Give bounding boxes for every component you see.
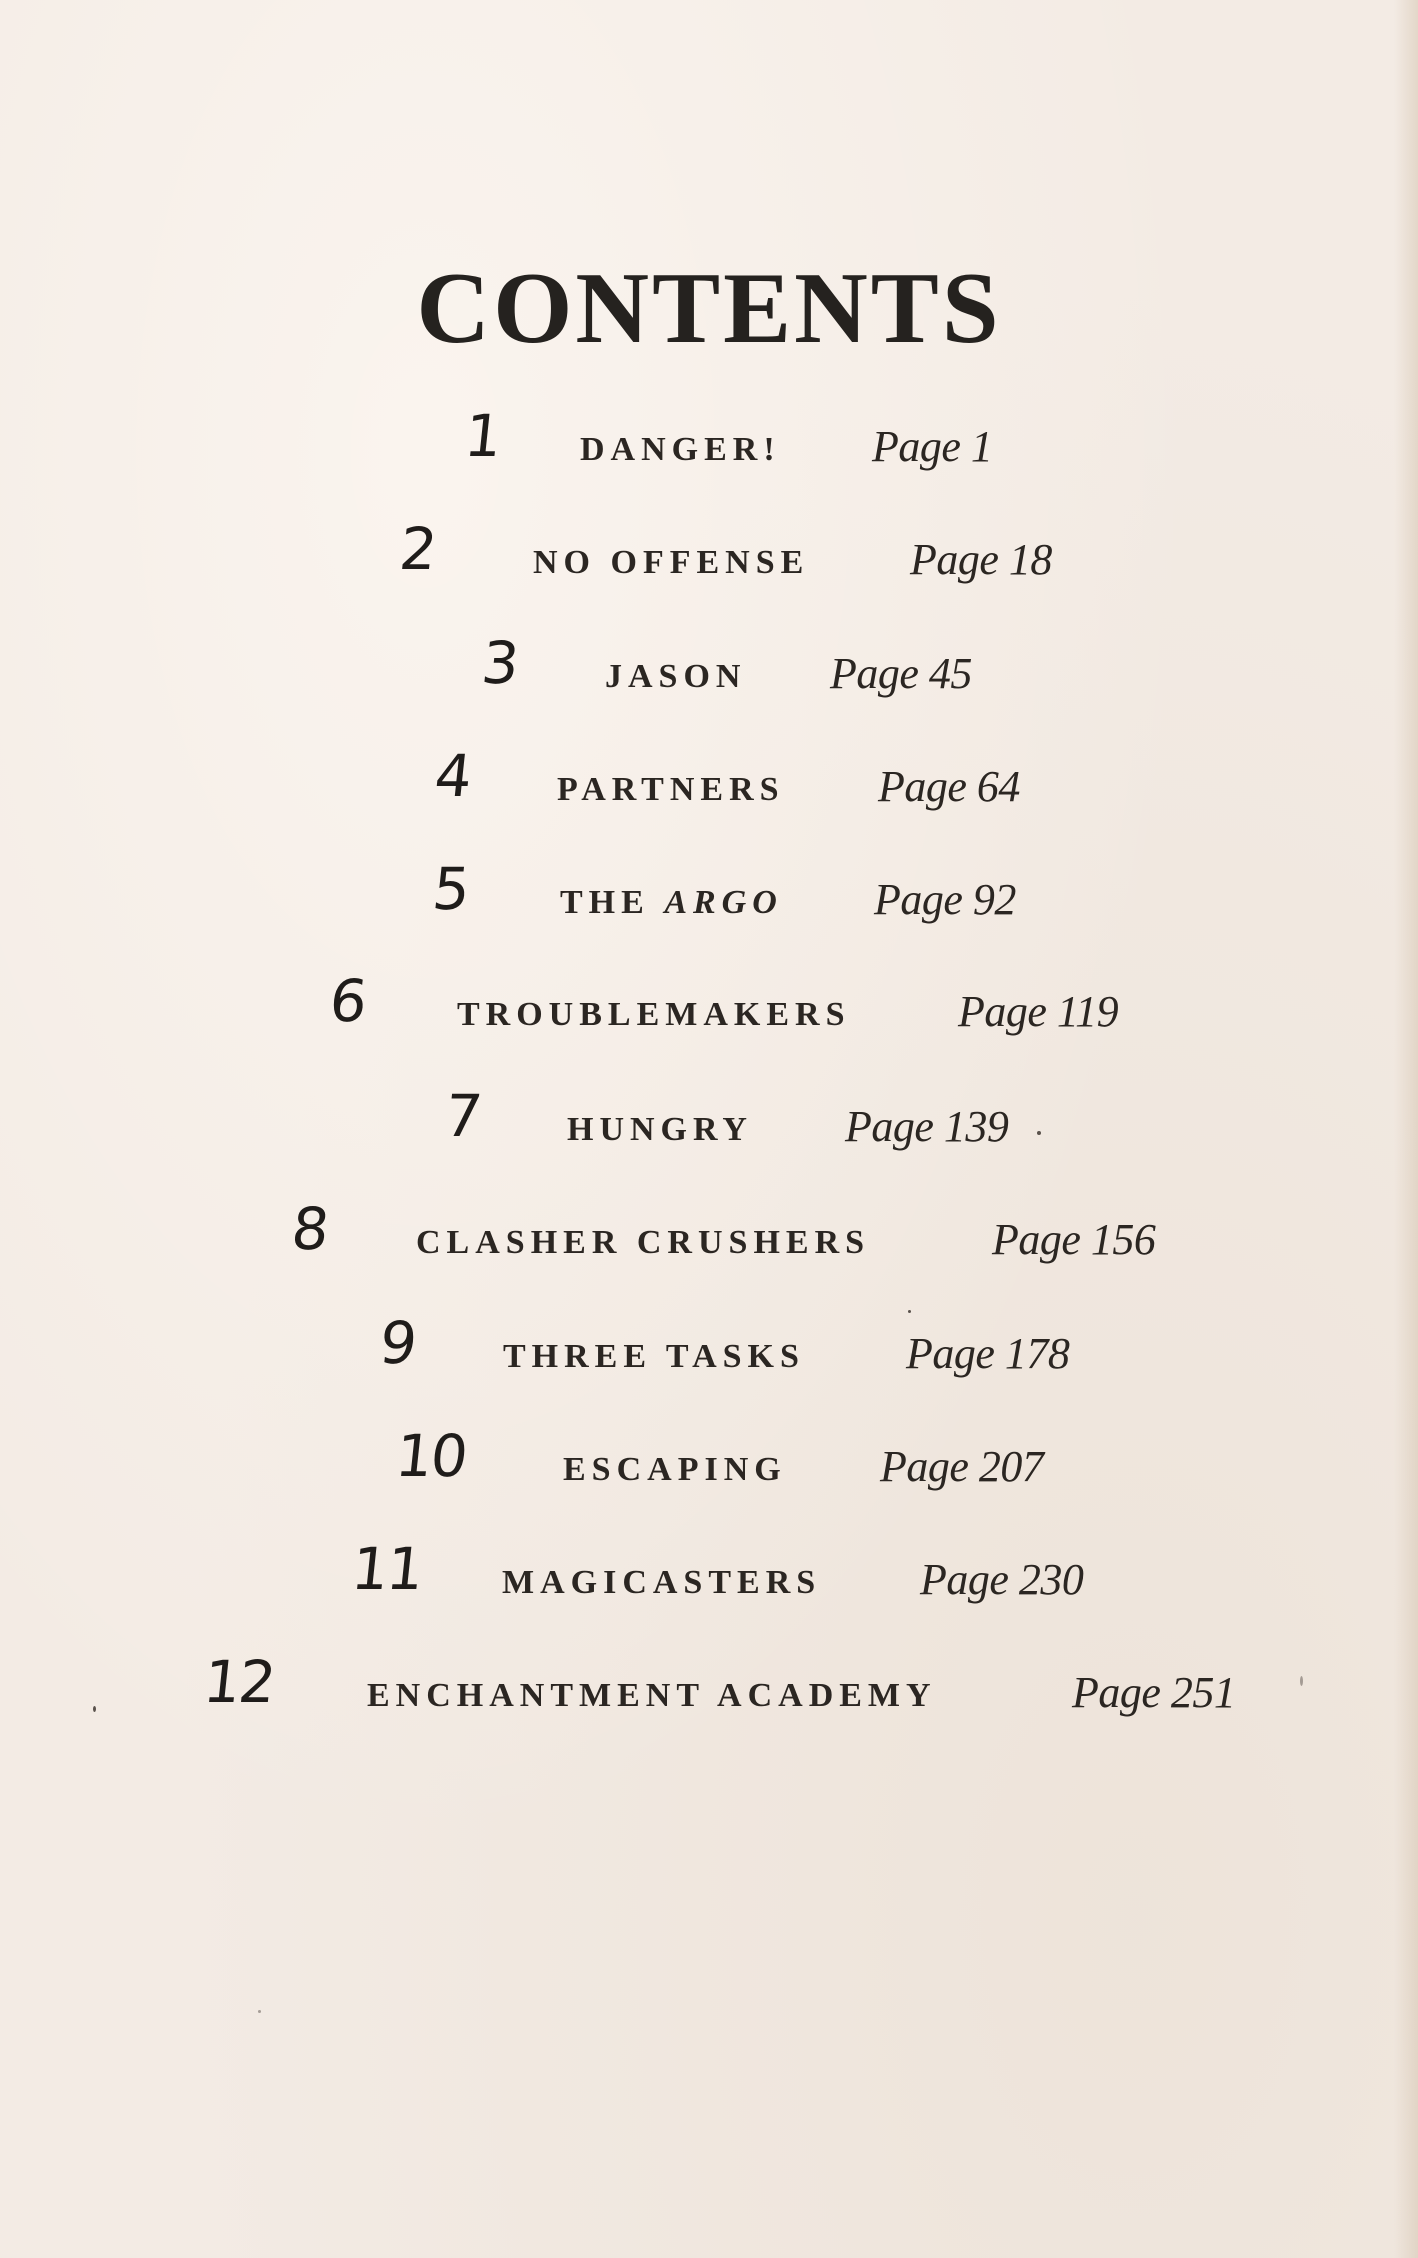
chapter-number: 9 [376, 1309, 419, 1377]
page-reference: Page 207 [880, 1442, 1044, 1491]
chapter-title: ESCAPING [563, 1451, 787, 1488]
toc-entry [0, 1309, 1418, 1382]
chapter-number: 11 [348, 1535, 426, 1603]
page-reference: Page 18 [910, 535, 1052, 584]
page-reference: Page 178 [906, 1329, 1070, 1378]
chapter-number: 3 [478, 629, 521, 697]
page-reference: Page 45 [830, 649, 972, 698]
toc-entry [0, 855, 1418, 928]
chapter-title: HUNGRY [567, 1111, 753, 1148]
page-reference: Page 119 [958, 987, 1119, 1036]
chapter-number: 7 [441, 1082, 484, 1150]
chapter-title: PARTNERS [557, 771, 785, 808]
page-reference: Page 92 [874, 875, 1016, 924]
page-reference: Page 139 [845, 1102, 1009, 1151]
page-reference: Page 230 [920, 1555, 1084, 1604]
toc-entry [0, 402, 1418, 475]
chapter-number: 12 [200, 1648, 278, 1716]
chapter-number: 2 [396, 515, 439, 583]
toc-entry [0, 967, 1418, 1040]
toc-entry [0, 1422, 1418, 1495]
page-reference: Page 64 [878, 762, 1020, 811]
toc-entry [0, 629, 1418, 702]
toc-entry [0, 742, 1418, 815]
paper-speck [93, 1706, 96, 1712]
chapter-title: NO OFFENSE [533, 544, 810, 581]
page-reference: Page 251 [1072, 1668, 1236, 1717]
chapter-number: 4 [431, 742, 474, 810]
chapter-number: 8 [288, 1195, 331, 1263]
chapter-title: THREE TASKS [503, 1338, 805, 1375]
paper-speck [1037, 1131, 1041, 1135]
chapter-title: DANGER! [580, 431, 781, 468]
toc-entry [0, 1535, 1418, 1608]
paper-speck [258, 2010, 261, 2013]
chapter-title-prefix: THE [560, 884, 650, 921]
toc-entry [0, 1648, 1418, 1721]
toc-entry [0, 515, 1418, 588]
chapter-title: MAGICASTERS [502, 1564, 822, 1601]
chapter-title: JASON [605, 658, 747, 695]
paper-speck [1300, 1676, 1303, 1686]
chapter-number: 10 [392, 1422, 470, 1490]
page-reference: Page 1 [872, 422, 993, 471]
chapter-number: 5 [429, 855, 472, 923]
contents-title: CONTENTS [416, 252, 1002, 365]
chapter-title: ENCHANTMENT ACADEMY [367, 1677, 937, 1714]
chapter-title: TROUBLEMAKERS [457, 996, 851, 1033]
toc-entry [0, 1195, 1418, 1268]
chapter-number: 1 [461, 402, 504, 470]
chapter-number: 6 [326, 967, 369, 1035]
toc-entry [0, 1082, 1418, 1155]
chapter-title: CLASHER CRUSHERS [416, 1224, 871, 1261]
chapter-title [560, 886, 783, 920]
paper-speck [908, 1310, 911, 1313]
page-reference: Page 156 [992, 1215, 1156, 1264]
chapter-title-ship-name: ARGO [664, 884, 783, 921]
